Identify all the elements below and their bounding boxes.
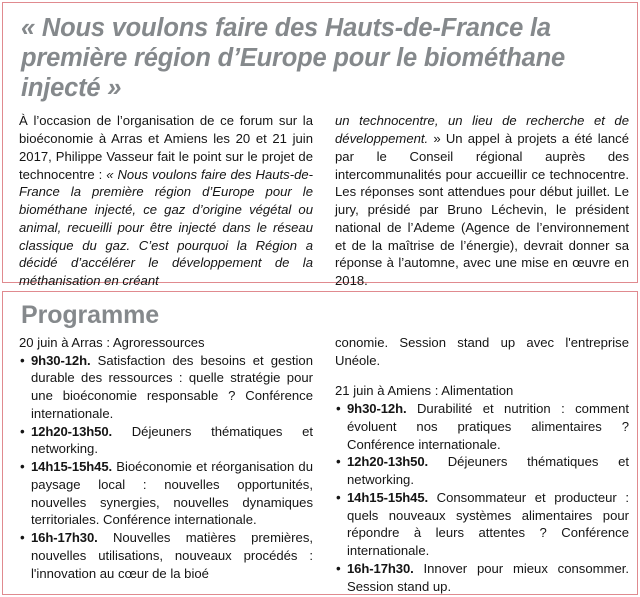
- list-item: [19, 458, 313, 529]
- intro-lead-text: À l’occasion de l’organisation de ce forum sur la bioéconomie à Arras et Amiens les 20 et 21 juin 2017, Philippe Vasseur fait le point sur le projet de technocentre :: [19, 113, 313, 182]
- day1-overflow-continuation: conomie. Session stand up avec l'entreprise Unéole.: [335, 335, 629, 368]
- schedule-description: Consommateur et producteur : quels nouveaux systèmes alimentaires pour répondre à leurs attentes ? Conférence internationale.: [347, 489, 629, 559]
- intro-quote-left: « Nous voulons faire des Hauts-de-France la première région d’Europe pour le biométhane injecté, ce gaz d’origine végétal ou animal, recueilli pour être injecté dans le réseau classique du gaz. C’est pourquoi la Région a décidé d’accélérer le développement de la méthanisation en créant: [19, 166, 313, 289]
- intro-paragraph-right: [335, 112, 629, 289]
- schedule-time: 14h15-15h45.: [347, 489, 429, 505]
- schedule-description: Innover pour mieux consommer. Session stand up.: [347, 560, 629, 594]
- page-title: « Nous voulons faire des Hauts-de-France la première région d’Europe pour le biométhane injecté »: [21, 14, 565, 102]
- intro-columns: [17, 103, 629, 289]
- programme-column-left: [19, 334, 313, 595]
- list-item: [335, 453, 629, 488]
- intro-column-left: [19, 112, 313, 289]
- day1-label: 20 juin à Arras : Agroressources: [19, 335, 205, 350]
- intro-quote-right: un technocentre, un lieu de recherche et de développement.: [335, 113, 629, 147]
- schedule-time: 9h30-12h.: [347, 401, 407, 417]
- list-item: [335, 560, 629, 595]
- day2-schedule-list: [335, 400, 629, 595]
- schedule-time: 9h30-12h.: [31, 352, 91, 368]
- programme-column-right: [335, 334, 629, 595]
- list-item: [19, 529, 313, 582]
- schedule-description: Satisfaction des besoins et gestion durable des ressources : quelle stratégie pour une bioéconomie responsable ? Conférence internationale.: [31, 352, 313, 421]
- programme-title: Programme: [21, 301, 160, 329]
- schedule-time: 12h20-13h50.: [347, 454, 429, 470]
- schedule-description: Bioéconomie et réorganisation du paysage local : nouvelles opportunités, nouvelles synergies, nouvelles dynamiques territoriales. Conférence internationale.: [31, 459, 313, 528]
- schedule-description: Nouvelles matières premières, nouvelles utilisations, nouveaux procédés : l'innovation au cœur de la bioé: [31, 530, 313, 581]
- list-item: [335, 400, 629, 453]
- intro-paragraph-left: [19, 112, 313, 289]
- list-item: [19, 352, 313, 423]
- schedule-time: 16h-17h30.: [31, 530, 98, 546]
- schedule-time: 12h20-13h50.: [31, 423, 113, 439]
- programme-columns: [17, 334, 629, 595]
- day2-label: 21 juin à Amiens : Alimentation: [335, 383, 514, 399]
- day1-schedule-list: [19, 352, 313, 583]
- intro-box-inner: [3, 3, 637, 289]
- list-item: [19, 423, 313, 458]
- schedule-time: 16h-17h30.: [347, 560, 414, 576]
- intro-article-box: [2, 2, 638, 289]
- programme-box: [2, 291, 638, 595]
- intro-rest-text: » Un appel à projets a été lancé par le Conseil régional auprès des intercommunalités pour accueillir ce technocentre. Les réponses sont attendues pour début juillet. Le jury, présidé par Bruno Léchevin, le président national de l’Ademe (Agence de l’environnement et de la maîtrise de l’énergie), devrait donner sa réponse à l’automne, avec une mise en œuvre en 2018.: [335, 131, 629, 289]
- schedule-time: 14h15-15h45.: [31, 459, 113, 475]
- intro-column-right: [335, 112, 629, 289]
- list-item: [335, 489, 629, 560]
- schedule-description: Déjeuners thématiques et networking.: [347, 454, 629, 488]
- schedule-description: Déjeuners thématiques et networking.: [31, 423, 313, 457]
- programme-box-inner: [3, 292, 637, 594]
- schedule-description: Durabilité et nutrition : comment évoluent nos pratiques alimentaires ? Conférence internationale.: [347, 401, 629, 452]
